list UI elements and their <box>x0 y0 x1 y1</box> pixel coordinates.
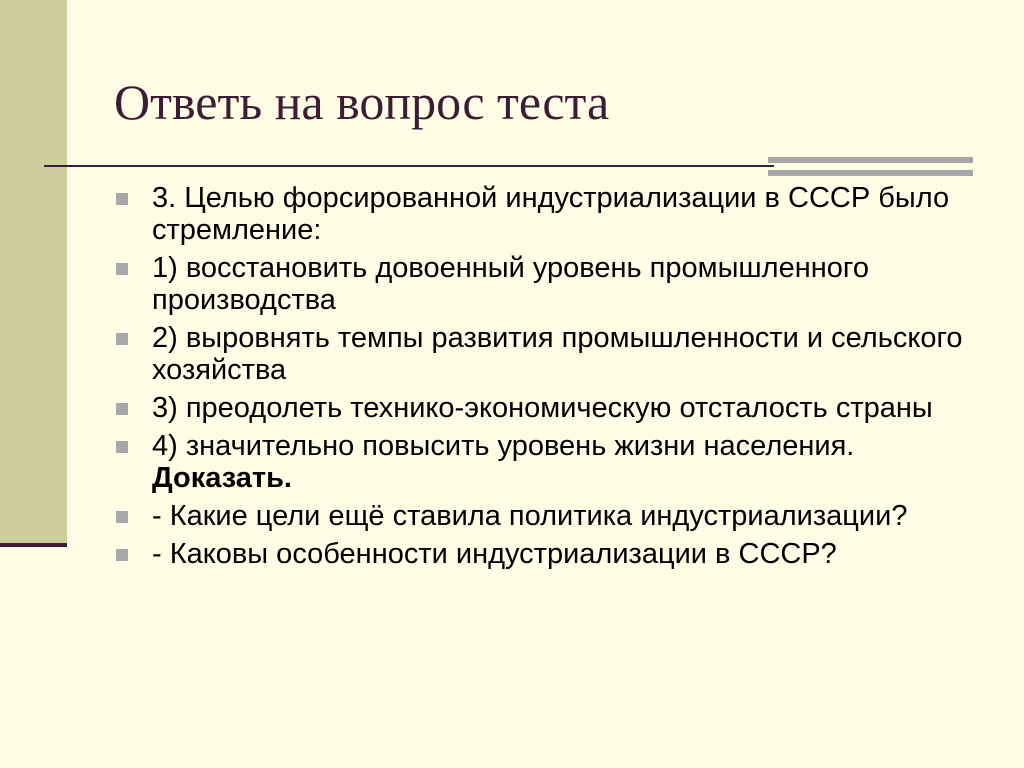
bullet-followup-goals <box>112 500 992 532</box>
bullet-text: 3) преодолеть технико-экономическую отсталость страны <box>152 392 933 424</box>
bullet-followup-features <box>112 538 992 570</box>
bullet-text: 4) значительно повысить уровень жизни населения. <box>152 430 855 462</box>
accent-bar-bottom <box>768 170 973 176</box>
bullet-option-4 <box>112 430 992 494</box>
left-band-divider <box>0 543 67 547</box>
bullet-text-with-emphasis <box>152 430 854 494</box>
bullet-option-2 <box>112 322 992 386</box>
bullet-option-3 <box>112 392 992 424</box>
bullet-question <box>112 182 992 246</box>
bullet-text: - Каковы особенности индустриализации в СССР? <box>152 538 837 570</box>
square-bullet-icon <box>116 549 128 561</box>
prove-emphasis: Доказать. <box>152 462 292 494</box>
bullet-option-1 <box>112 252 992 316</box>
square-bullet-icon <box>116 511 128 523</box>
square-bullet-icon <box>116 263 128 275</box>
bullet-text: 2) выровнять темпы развития промышленности и сельского хозяйства <box>152 322 963 386</box>
bullet-text: - Какие цели ещё ставила политика индустриализации? <box>152 500 908 532</box>
accent-bar-top <box>768 157 973 163</box>
square-bullet-icon <box>116 193 128 205</box>
bullet-text: 1) восстановить довоенный уровень промышленного производства <box>152 252 869 316</box>
title-accent-bars <box>768 157 973 179</box>
left-decorative-band <box>0 0 67 545</box>
slide-title: Ответь на вопрос теста <box>114 74 610 130</box>
title-underline <box>44 165 774 167</box>
bullet-text: 3. Целью форсированной индустриализации в СССР было стремление: <box>152 182 950 246</box>
square-bullet-icon <box>116 333 128 345</box>
square-bullet-icon <box>116 403 128 415</box>
bullet-list <box>112 182 992 576</box>
square-bullet-icon <box>116 441 128 453</box>
